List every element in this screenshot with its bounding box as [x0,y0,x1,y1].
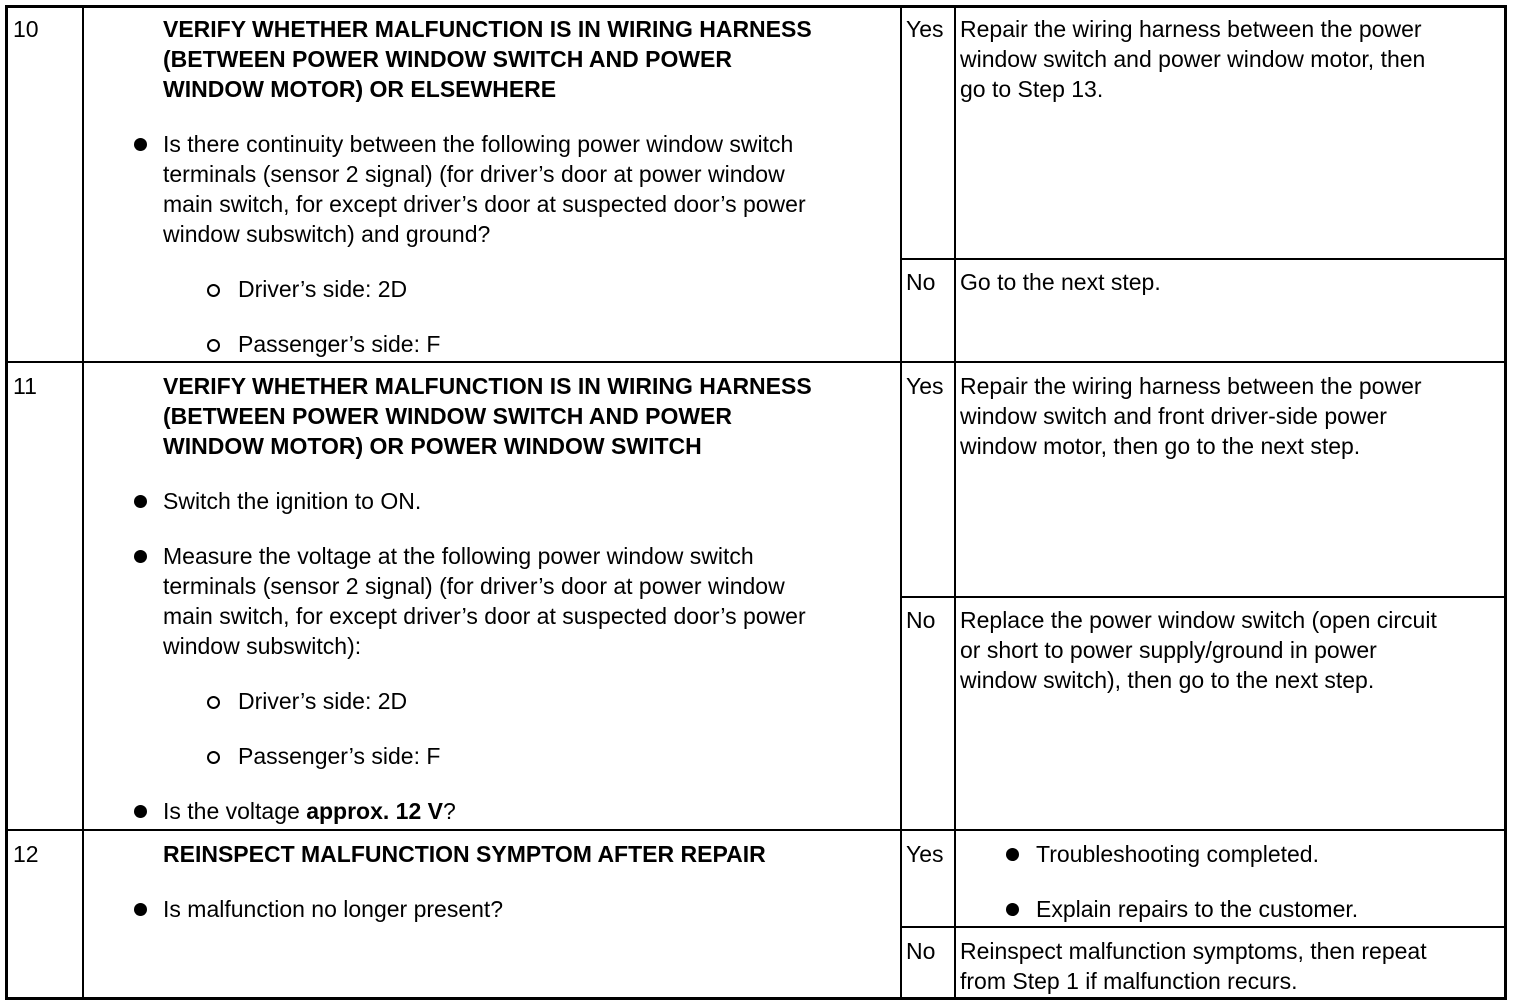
yes-no-divider-11 [901,596,1504,598]
troubleshooting-table [5,5,1507,1000]
yes-label: Yes [906,16,944,42]
sub-bullet-text: Driver’s side: 2D [238,276,408,302]
bullet-text-line: terminals (sensor 2 signal) (for driver’s door at power window [163,161,785,187]
yes-action-line: Repair the wiring harness between the power [960,16,1422,42]
sub-bullet-text: Passenger’s side: F [238,743,441,769]
bullet-text-line: main switch, for except driver’s door at suspected door’s power [163,191,806,217]
no-action-line: Replace the power window switch (open circuit [960,607,1437,633]
yes-bullet-text: Troubleshooting completed. [1036,841,1319,867]
voltage-value: approx. 12 V [306,798,443,824]
bullet-icon [134,805,147,818]
yes-no-divider-10 [901,258,1504,260]
bullet-icon [134,495,147,508]
voltage-question [163,796,456,826]
bullet-icon [1006,903,1019,916]
step-heading-line: WINDOW MOTOR) OR POWER WINDOW SWITCH [163,433,702,459]
bullet-icon [134,903,147,916]
row-divider-10-11 [8,361,1504,363]
row-divider-11-12 [8,829,1504,831]
no-action-line: or short to power supply/ground in power [960,637,1377,663]
sub-bullet-text: Driver’s side: 2D [238,688,408,714]
yes-no-divider-12 [901,926,1504,928]
bullet-text-line: main switch, for except driver’s door at suspected door’s power [163,603,806,629]
yes-action-line: window switch and power window motor, then [960,46,1426,72]
yes-action-line: window switch and front driver-side power [960,403,1387,429]
voltage-question-suffix: ? [442,798,456,824]
step-heading-line: VERIFY WHETHER MALFUNCTION IS IN WIRING HARNESS [163,373,812,399]
no-label: No [906,938,936,964]
col-divider-step [82,8,84,997]
step-heading-line: WINDOW MOTOR) OR ELSEWHERE [163,76,557,102]
no-action-line: Reinspect malfunction symptoms, then repeat [960,938,1427,964]
col-divider-action [954,8,956,997]
no-action-line: window switch), then go to the next step. [960,667,1375,693]
yes-action-line: window motor, then go to the next step. [960,433,1361,459]
bullet-text-line: window subswitch): [163,633,362,659]
bullet-text-line: Is there continuity between the following power window switch [163,131,794,157]
sub-bullet-icon [207,751,220,764]
bullet-icon [1006,848,1019,861]
bullet-icon [134,138,147,151]
bullet-text-line: window subswitch) and ground? [163,221,491,247]
step-heading-line: REINSPECT MALFUNCTION SYMPTOM AFTER REPAIR [163,841,766,867]
bullet-text-line: Switch the ignition to ON. [163,488,422,514]
bullet-text-line: Is malfunction no longer present? [163,896,504,922]
no-action-line: from Step 1 if malfunction recurs. [960,968,1298,994]
voltage-question-prefix: Is the voltage [163,798,307,824]
step-number: 11 [13,373,37,399]
yes-bullet-text: Explain repairs to the customer. [1036,896,1359,922]
no-label: No [906,269,936,295]
bullet-icon [134,550,147,563]
step-number: 10 [13,16,39,42]
yes-action-line: go to Step 13. [960,76,1104,102]
sub-bullet-text: Passenger’s side: F [238,331,441,357]
sub-bullet-icon [207,696,220,709]
step-heading-line: VERIFY WHETHER MALFUNCTION IS IN WIRING HARNESS [163,16,812,42]
sub-bullet-icon [207,284,220,297]
yes-action-line: Repair the wiring harness between the power [960,373,1422,399]
no-action-line: Go to the next step. [960,269,1161,295]
no-label: No [906,607,936,633]
sub-bullet-icon [207,339,220,352]
bullet-text-line: terminals (sensor 2 signal) (for driver’s door at power window [163,573,785,599]
yes-label: Yes [906,841,944,867]
step-number: 12 [13,841,39,867]
col-divider-yesno [900,8,902,997]
bullet-text-line: Measure the voltage at the following power window switch [163,543,754,569]
step-heading-line: (BETWEEN POWER WINDOW SWITCH AND POWER [163,403,732,429]
yes-label: Yes [906,373,944,399]
step-heading-line: (BETWEEN POWER WINDOW SWITCH AND POWER [163,46,732,72]
